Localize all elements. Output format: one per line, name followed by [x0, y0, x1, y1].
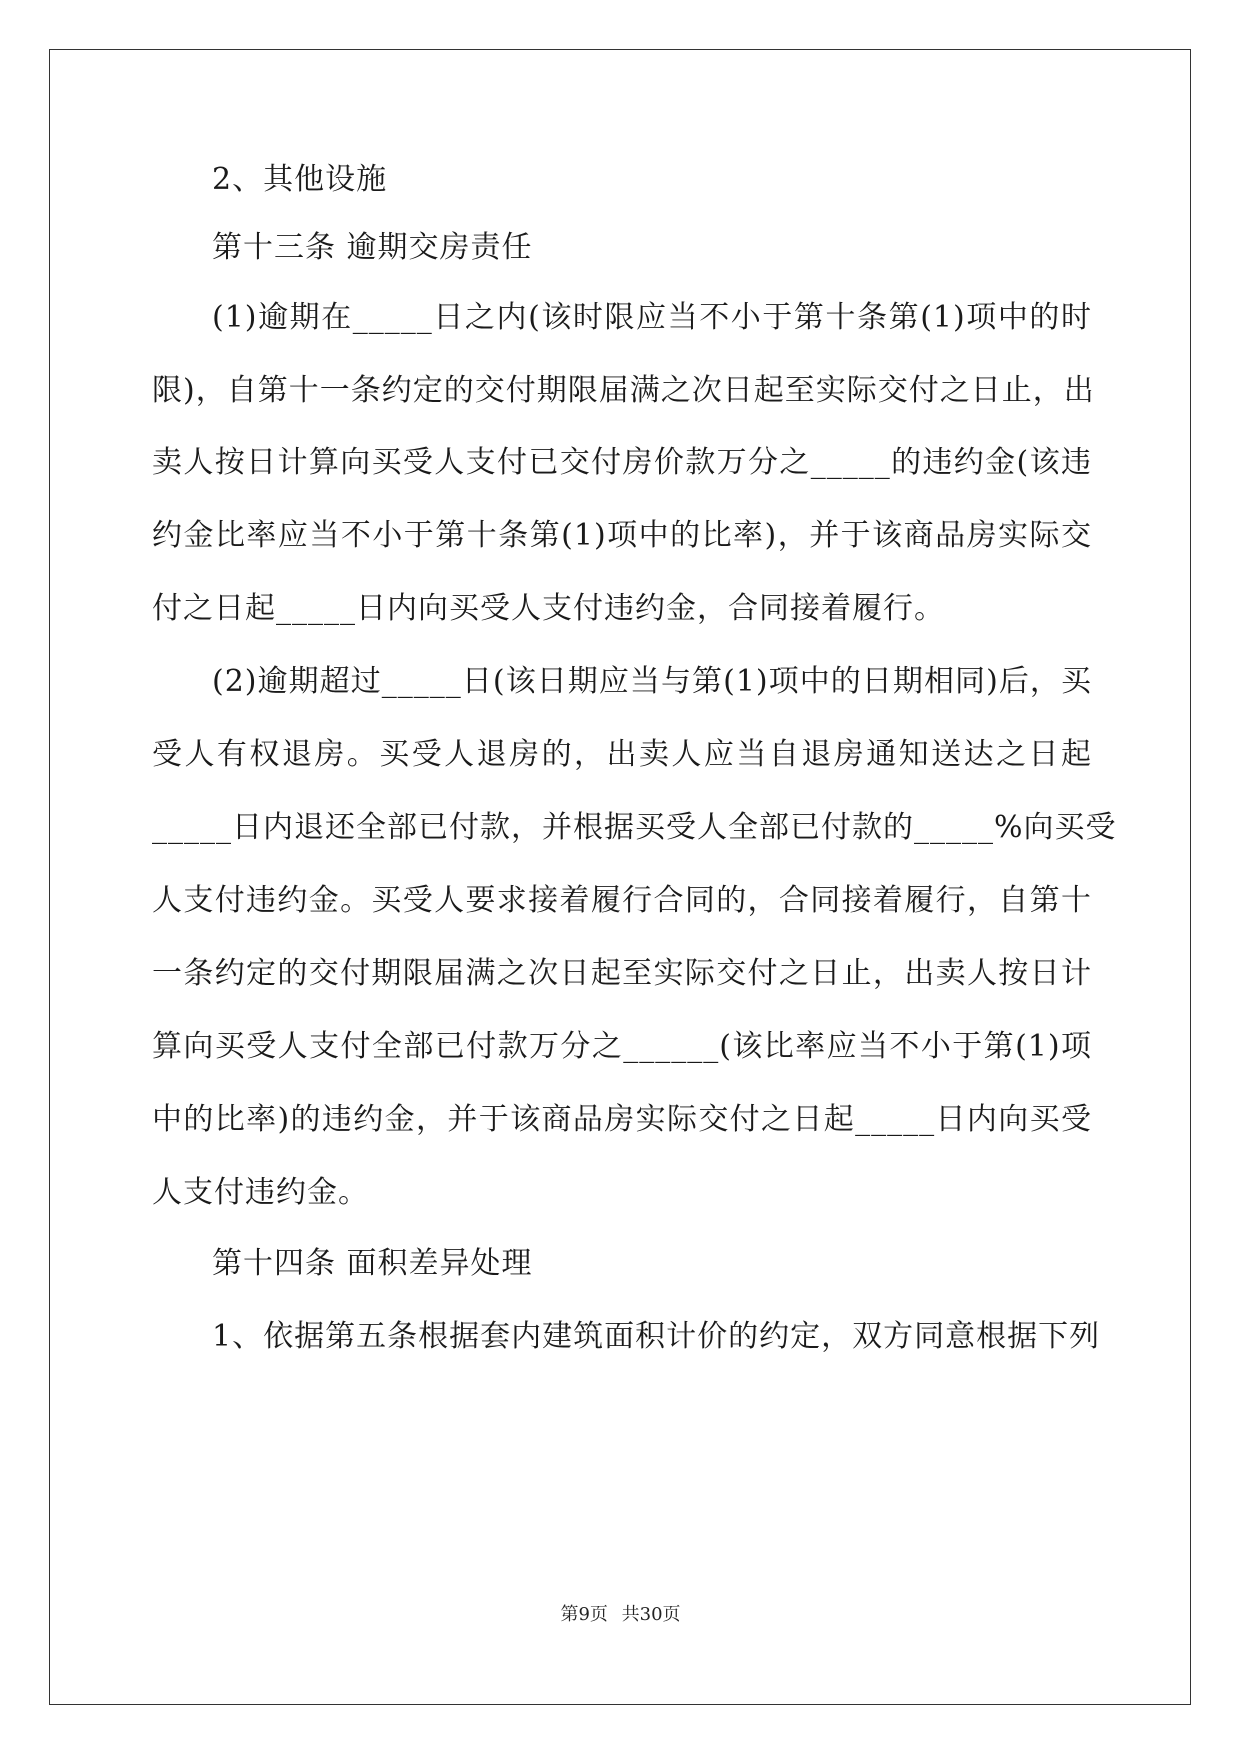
page-footer [0, 1600, 1241, 1626]
article-heading: 第十四条 面积差异处理 [212, 1246, 533, 1281]
paragraph-line: 受人有权退房。买受人退房的，出卖人应当自退房通知送达之日起 [152, 737, 1092, 772]
paragraph-line: (1)逾期在_____日之内(该时限应当不小于第十条第(1)项中的时 [212, 300, 1092, 335]
page-total: 共30页 [621, 1604, 681, 1625]
paragraph-line: 算向买受人支付全部已付款万分之______(该比率应当不小于第(1)项 [152, 1029, 1092, 1064]
paragraph-line: 人支付违约金。买受人要求接着履行合同的，合同接着履行，自第十 [152, 883, 1092, 918]
paragraph-line: 中的比率)的违约金，并于该商品房实际交付之日起_____日内向买受 [152, 1102, 1092, 1137]
article-heading: 第十三条 逾期交房责任 [212, 230, 533, 265]
paragraph-line: 一条约定的交付期限届满之次日起至实际交付之日止，出卖人按日计 [152, 956, 1092, 991]
paragraph-line: (2)逾期超过_____日(该日期应当与第(1)项中的日期相同)后，买 [212, 664, 1092, 699]
paragraph-line: 付之日起_____日内向买受人支付违约金，合同接着履行。 [152, 591, 945, 626]
paragraph-line: 限)，自第十一条约定的交付期限届满之次日起至实际交付之日止，出 [152, 373, 1095, 408]
paragraph-line: 约金比率应当不小于第十条第(1)项中的比率)，并于该商品房实际交 [152, 518, 1092, 553]
paragraph-line: 1、依据第五条根据套内建筑面积计价的约定，双方同意根据下列 [212, 1319, 1101, 1354]
paragraph-line: 人支付违约金。 [152, 1175, 369, 1210]
paragraph-line: _____日内退还全部已付款，并根据买受人全部已付款的_____%向买受 [152, 810, 1117, 845]
paragraph-line: 卖人按日计算向买受人支付已交付房价款万分之_____的违约金(该违 [152, 445, 1092, 480]
page-number: 第9页 [560, 1604, 608, 1625]
paragraph-line: 2、其他设施 [212, 162, 388, 197]
